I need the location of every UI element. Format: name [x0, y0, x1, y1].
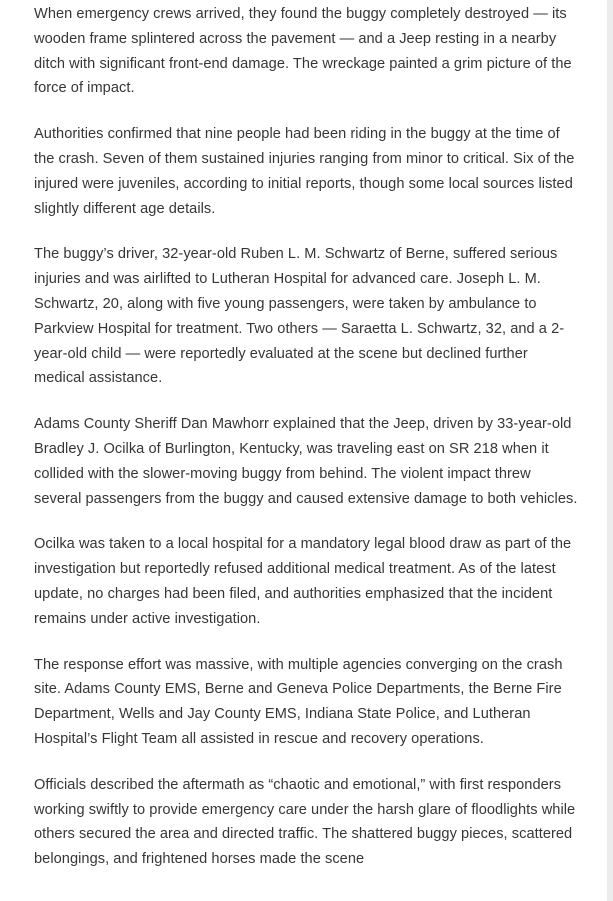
scrollbar-track[interactable]	[607, 0, 613, 901]
paragraph-injuries: The buggy’s driver, 32-year-old Ruben L. M. Schwartz of Berne, suffered serious injuries and was airlifted to Lutheran Hospital for advanced care. Joseph L. M. Schwartz, 20, along with five young passengers, were taken by ambulance to Parkview Hospital for treatment. Two others — Saraetta L. Schwartz, 32, and a 2-year-old child — were reportedly evaluated at the scene but declined further medical assistance.	[34, 246, 565, 387]
article-body	[34, 2, 582, 893]
paragraph-sheriff-statement: Adams County Sheriff Dan Mawhorr explained that the Jeep, driven by 33-year-old Bradley J. Ocilka of Burlington, Kentucky, was traveling east on SR 218 when it collided with the slower-moving buggy from behind. The violent impact threw several passengers from the buggy and caused extensive damage to both vehicles.	[34, 416, 578, 507]
paragraph-response-effort: The response effort was massive, with multiple agencies converging on the crash site. Adams County EMS, Berne and Geneva Police Departments, the Berne Fire Department, Wells and Jay County EMS, Indiana State Police, and Lutheran Hospital’s Flight Team all assisted in rescue and recovery operations.	[34, 656, 563, 747]
paragraph-aftermath: Officials described the aftermath as “chaotic and emotional,” with first responders working swiftly to provide emergency care under the harsh glare of floodlights while others secured the area and directed traffic. The shattered buggy pieces, scattered belongings, and frightened horses made the scene	[34, 776, 576, 868]
paragraph-crew-arrival: When emergency crews arrived, they found the buggy completely destroyed — its wooden frame splintered across the pavement — and a Jeep resting in a nearby ditch with significant front-end damage. The wreckage painted a grim picture of the force of impact.	[34, 6, 572, 97]
paragraph-passengers: Authorities confirmed that nine people had been riding in the buggy at the time of the crash. Seven of them sustained injuries ranging from minor to critical. Six of the injured were juveniles, according to initial reports, though some local sources listed slightly different age details.	[34, 126, 575, 217]
paragraph-investigation: Ocilka was taken to a local hospital for a mandatory legal blood draw as part of the investigation but reportedly refused additional medical treatment. As of the latest update, no charges had been filed, and authorities emphasized that the incident remains under active investigation.	[34, 536, 572, 627]
